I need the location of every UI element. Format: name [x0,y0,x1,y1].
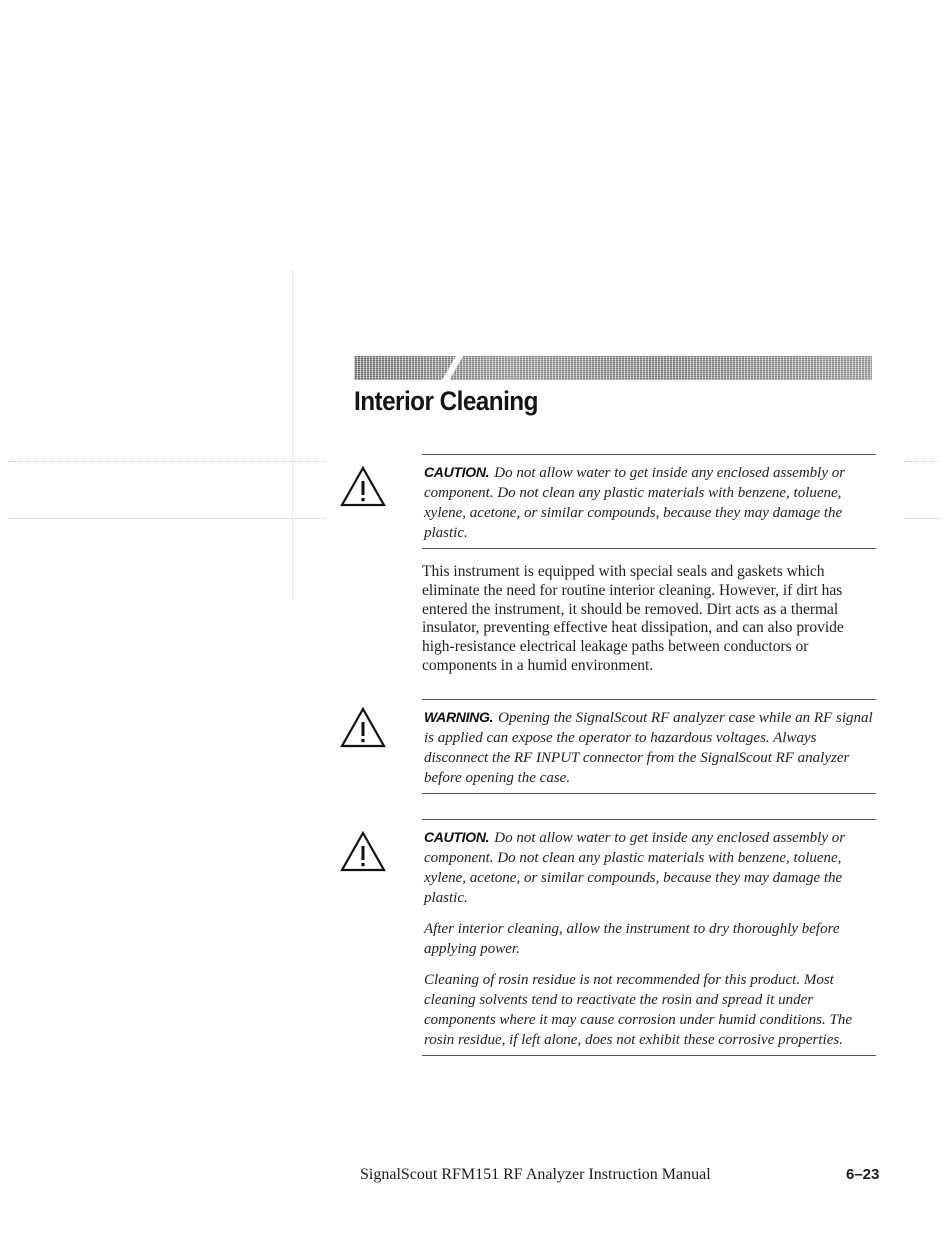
caution-label: CAUTION. [424,464,490,480]
warning-triangle-icon [340,707,386,749]
caution-paragraph [424,462,876,543]
caution-notice-extended [422,819,876,1056]
warning-notice [422,699,876,794]
scan-guide-line [8,461,326,462]
caution-text: Do not allow water to get inside any enclosed assembly or component. Do not clean any plastic materials with benzene, toluene, xylene, acetone, or similar compounds, because they may damage the plastic. [424,465,846,541]
section-banner [354,356,872,380]
caution-paragraph [424,827,876,908]
caution-text: Do not allow water to get inside any enclosed assembly or component. Do not clean any plastic materials with benzene, toluene, xylene, acetone, or similar compounds, because they may damage the plastic. [424,830,846,906]
scan-guide-line [904,461,938,462]
section-banner-accent [440,356,466,380]
caution-note-rosin: Cleaning of rosin residue is not recommended for this product. Most cleaning solvents tend to reactivate the rosin and spread it under components where it may cause corrosion under humid conditions. The rosin residue, if left alone, does not exhibit these corrosive properties. [424,972,853,1048]
caution-label: CAUTION. [424,829,490,845]
section-title: Interior Cleaning [354,386,538,416]
caution-notice [422,454,876,549]
scan-guide-line [8,518,326,519]
warning-text: Opening the SignalScout RF analyzer case while an RF signal is applied can expose the operator to hazardous voltages. Always disconnect the RF INPUT connector from the SignalScout RF analyzer before opening the case. [424,710,873,786]
page-number: 6–23 [846,1166,880,1183]
scan-guide-line [292,270,293,600]
warning-triangle-icon [340,831,386,873]
warning-label: WARNING. [424,709,494,725]
footer-manual-title: SignalScout RFM151 RF Analyzer Instruction Manual [360,1166,711,1183]
warning-triangle-icon [340,466,386,508]
body-paragraph: This instrument is equipped with special seals and gaskets which eliminate the need for routine interior cleaning. However, if dirt has entered the instrument, it should be removed. Dirt acts as a thermal insulator, preventing effective heat dissipation, and can also provide high-resistance electrical leakage paths between conductors or components in a humid environment. [422,563,844,674]
warning-paragraph [424,707,876,788]
scan-guide-line [904,518,940,519]
caution-note-drying: After interior cleaning, allow the instrument to dry thoroughly before applying power. [424,921,840,957]
